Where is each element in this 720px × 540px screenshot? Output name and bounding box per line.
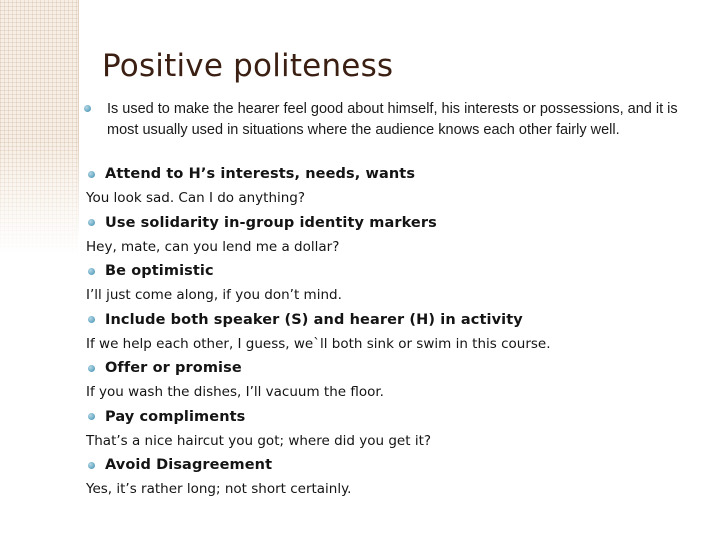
bullet-icon	[84, 105, 91, 112]
bullet-icon	[88, 316, 95, 323]
intro-text: Is used to make the hearer feel good about himself, his interests or possessions, and it is most usually used in situations where the audience knows each other fairly well.	[107, 101, 678, 138]
bullet-icon	[88, 462, 95, 469]
strategy-label: Pay compliments	[105, 408, 246, 425]
strategy-heading	[84, 211, 704, 235]
intro-bullet	[84, 99, 694, 141]
bullet-icon	[88, 171, 95, 178]
strategy-heading	[84, 308, 704, 332]
strategy-example: Yes, it’s rather long; not short certainly.	[86, 481, 352, 498]
strategy-label: Use solidarity in-group identity markers	[105, 214, 437, 231]
decorative-divider	[78, 0, 79, 240]
strategy-heading	[84, 162, 704, 186]
strategy-example: That’s a nice haircut you got; where did you get it?	[86, 432, 432, 449]
bullet-icon	[88, 219, 95, 226]
bullet-icon	[88, 413, 95, 420]
decorative-side-pattern	[0, 0, 78, 255]
strategy-label: Attend to H’s interests, needs, wants	[105, 166, 416, 182]
bullet-icon	[88, 268, 95, 275]
strategy-heading	[84, 259, 704, 283]
strategy-list	[84, 162, 704, 502]
strategy-label: Avoid Disagreement	[105, 457, 273, 473]
strategy-label: Offer or promise	[105, 360, 242, 376]
strategy-label: Include both speaker (S) and hearer (H) in activity	[105, 311, 523, 328]
bullet-icon	[88, 365, 95, 372]
strategy-example: If you wash the dishes, I’ll vacuum the floor.	[86, 384, 384, 401]
strategy-example: Hey, mate, can you lend me a dollar?	[86, 238, 340, 255]
strategy-heading	[84, 356, 704, 380]
strategy-example: I’ll just come along, if you don’t mind.	[86, 287, 342, 304]
strategy-heading	[84, 453, 704, 477]
strategy-heading	[84, 405, 704, 429]
page-title: Positive politeness	[102, 48, 394, 84]
strategy-label: Be optimistic	[105, 263, 214, 279]
strategy-example: If we help each other, I guess, we`ll both sink or swim in this course.	[86, 335, 551, 352]
strategy-example: You look sad. Can I do anything?	[86, 190, 306, 207]
